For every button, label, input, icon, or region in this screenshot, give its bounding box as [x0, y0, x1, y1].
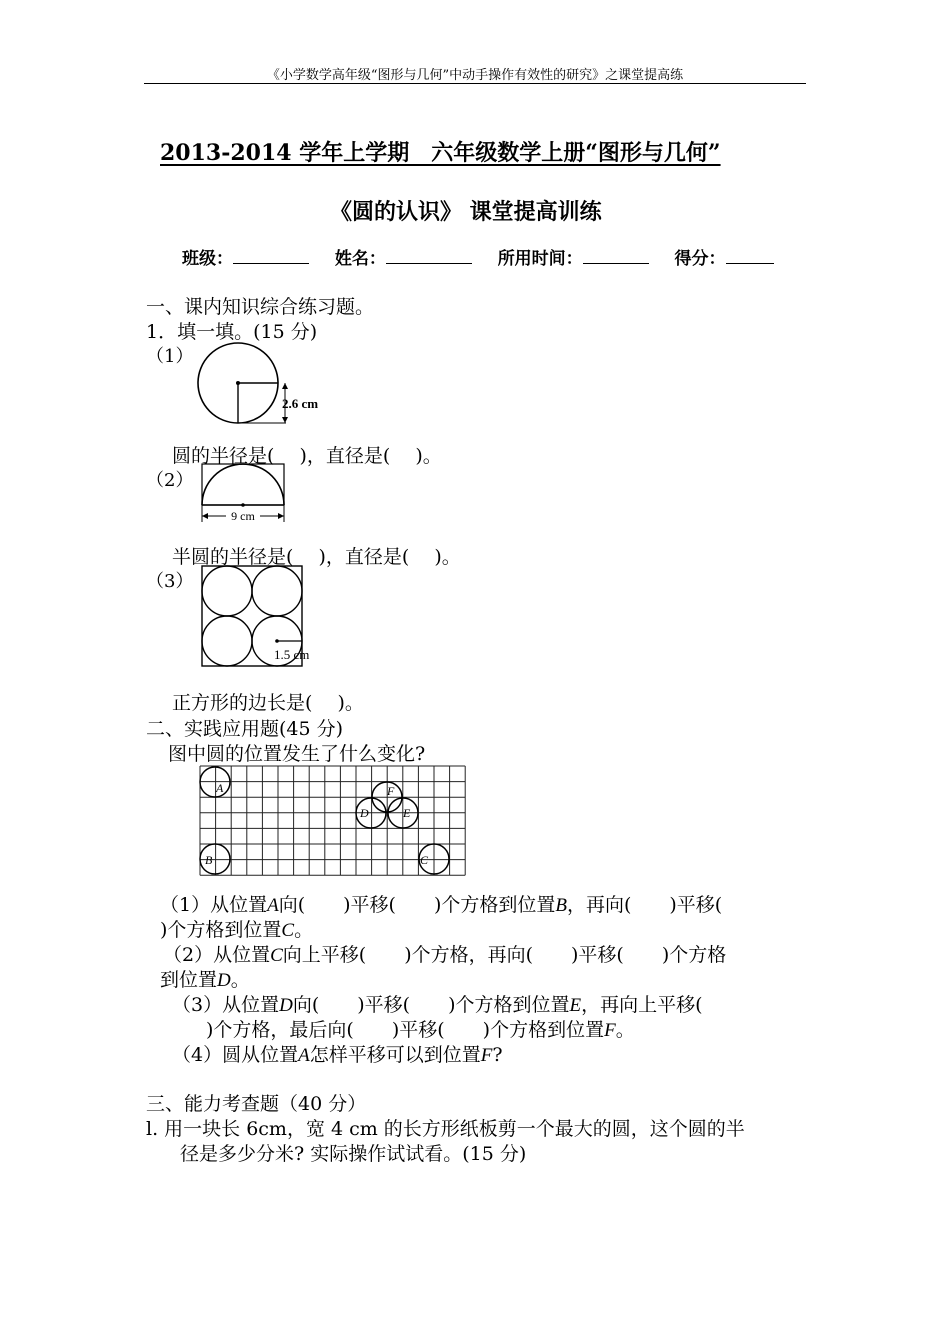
label-f: F	[387, 784, 395, 798]
semicircle-arc	[202, 464, 284, 505]
name-label: 姓名：	[334, 249, 386, 269]
time-label: 所用时间：	[497, 249, 583, 269]
question-2-2-line-2: 到位置D。	[160, 969, 250, 991]
label-c: C	[420, 853, 429, 867]
section3-heading: 三、能力考查题（40 分）	[146, 1093, 367, 1115]
arrow-down-icon	[282, 417, 288, 423]
circle-figure-1	[190, 338, 335, 430]
page-subtitle: 《圆的认识》 课堂提高训练	[330, 199, 602, 225]
section1-heading: 一、课内知识综合练习题。	[146, 296, 375, 318]
label-d: D	[360, 806, 369, 820]
question-2-4: （4）圆从位置A怎样平移可以到位置F?	[172, 1044, 503, 1066]
label-a: A	[216, 781, 224, 795]
class-label: 班级：	[182, 249, 233, 269]
square-circles-figure	[196, 562, 326, 670]
header-rule	[144, 83, 806, 84]
name-blank[interactable]	[386, 249, 472, 264]
label-b: B	[205, 853, 213, 867]
question-1-1: 1．填一填。(15 分)	[146, 321, 318, 343]
arrow-up-icon	[282, 383, 288, 389]
part-2-number: （2）	[146, 470, 194, 491]
section2-heading: 二、实践应用题(45 分)	[146, 718, 344, 740]
running-header: 《小学数学高年级“图形与几何”中动手操作有效性的研究》之课堂提高练	[266, 68, 684, 83]
radius-label: 1.5 cm	[274, 647, 310, 662]
arrow-left-icon	[202, 513, 208, 519]
score-blank[interactable]	[726, 249, 774, 264]
question-2-1-line-2: )个方格到位置C。	[160, 919, 314, 941]
part-1-number: （1）	[146, 346, 194, 367]
part-1-text: 圆的半径是( )，直径是( )。	[172, 445, 442, 467]
label-e: E	[403, 806, 411, 820]
part-3-number: （3）	[146, 571, 194, 592]
circle	[202, 566, 252, 616]
question-3-1-line-2: 径是多少分米? 实际操作试试看。(15 分)	[180, 1143, 527, 1165]
score-label: 得分：	[674, 249, 726, 269]
dimension-label: 2.6 cm	[282, 396, 319, 411]
question-2-3-line-2: )个方格，最后向( )平移( )个方格到位置F。	[206, 1019, 635, 1041]
class-blank[interactable]	[233, 249, 309, 264]
page-title: 2013-2014 学年上学期 六年级数学上册“图形与几何”	[160, 140, 721, 166]
circle	[202, 616, 252, 666]
part-3-text: 正方形的边长是( )。	[172, 692, 364, 714]
dimension-label: 9 cm	[231, 509, 255, 523]
question-2-1-line-1: （1）从位置A向( )平移( )个方格到位置B，再向( )平移(	[160, 894, 723, 916]
arrow-right-icon	[278, 513, 284, 519]
question-2-2-line-1: （2）从位置C向上平移( )个方格，再向( )平移( )个方格	[163, 944, 727, 966]
part-2-text: 半圆的半径是( )，直径是( )。	[172, 546, 461, 568]
question-2-3-line-1: （3）从位置D向( )平移( )个方格到位置E，再向上平移(	[172, 994, 703, 1016]
bounding-rectangle	[202, 464, 284, 505]
center-point	[241, 503, 245, 507]
question-3-1-line-1: l. 用一块长 6cm，宽 4 cm 的长方形纸板剪一个最大的圆，这个圆的半	[146, 1118, 745, 1140]
semicircle-figure	[196, 460, 291, 526]
section2-prompt: 图中圆的位置发生了什么变化?	[168, 743, 426, 765]
time-blank[interactable]	[583, 249, 649, 264]
grid-figure	[198, 763, 468, 879]
info-line	[182, 244, 774, 269]
circle	[252, 566, 302, 616]
